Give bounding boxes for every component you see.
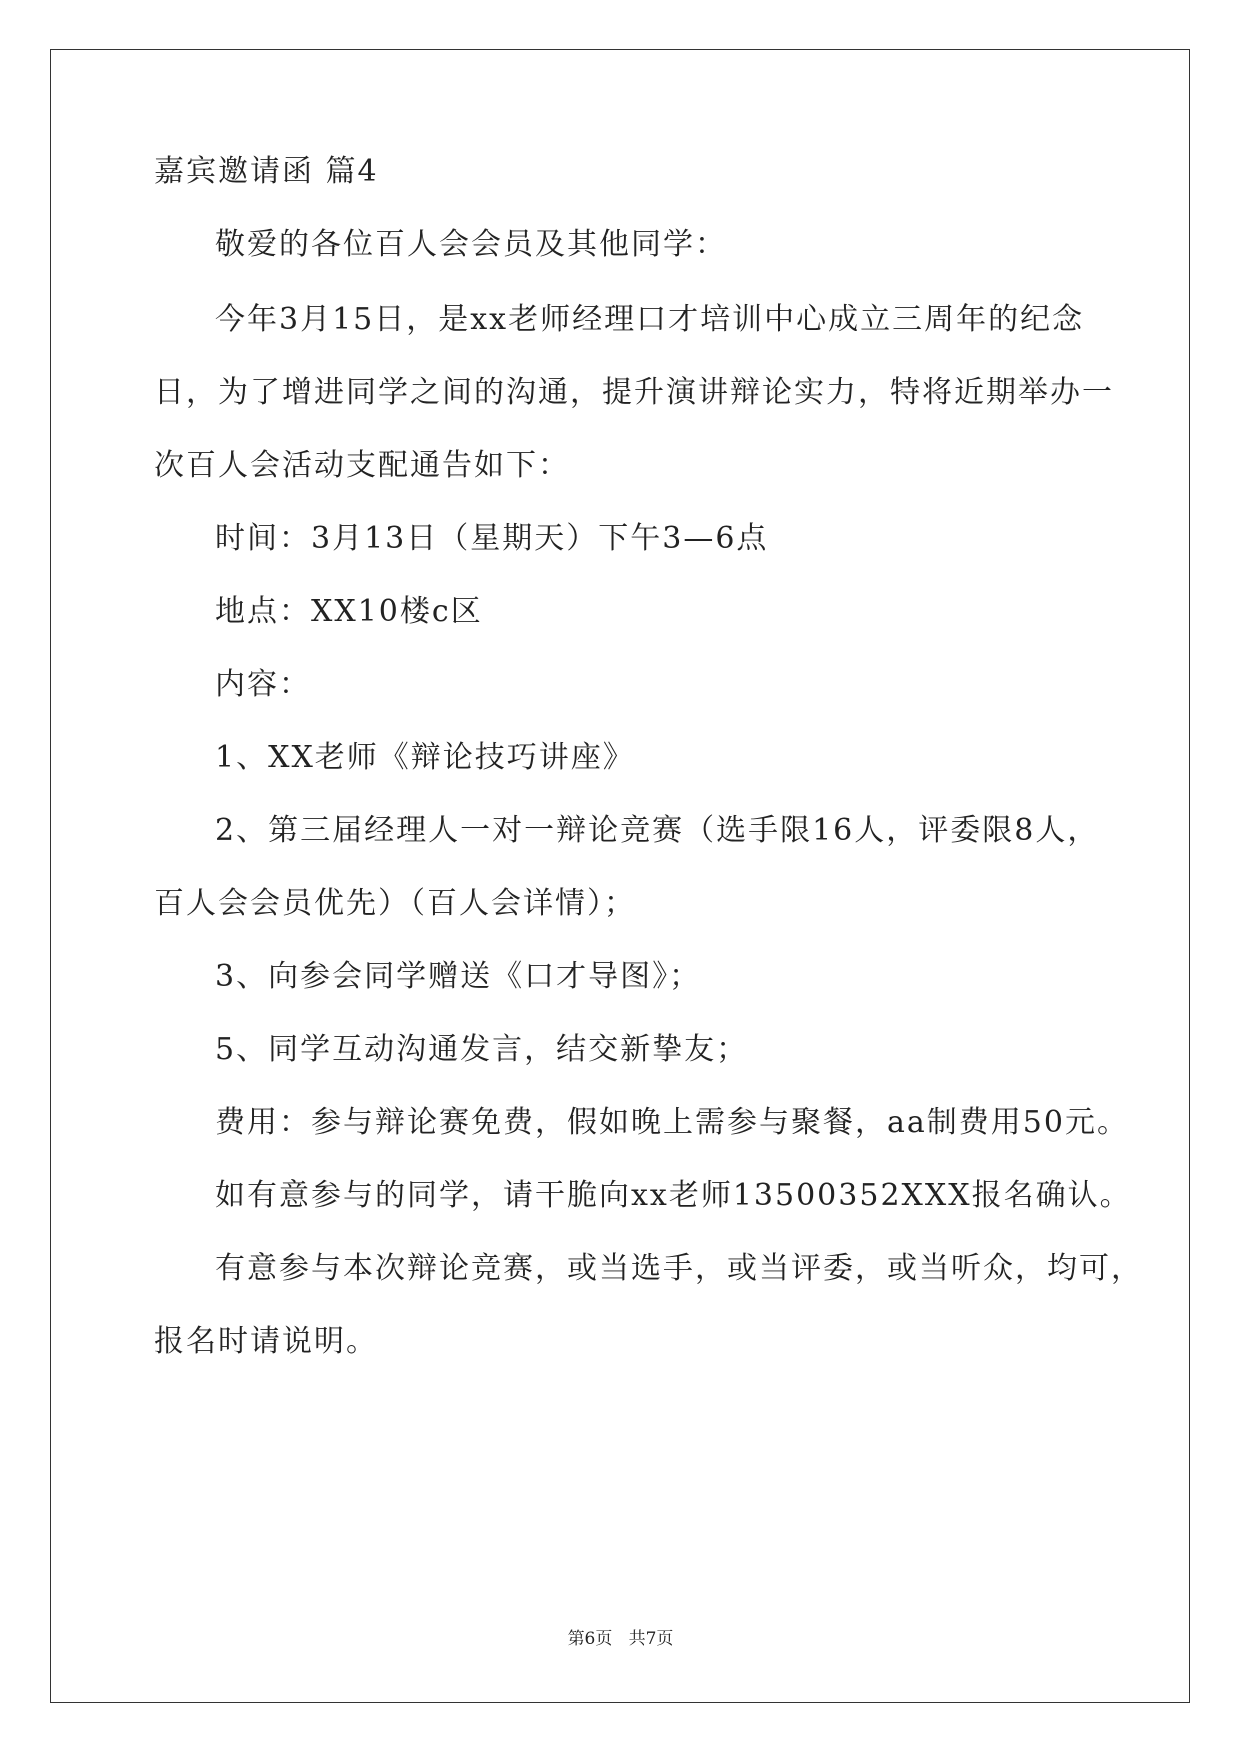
content-label: 内容： bbox=[215, 667, 311, 702]
page-number-current: 第6页 bbox=[567, 1629, 613, 1649]
registration-info: 如有意参与的同学，请干脆向xx老师13500352XXX报名确认。 bbox=[215, 1178, 1132, 1213]
paragraph-intro-line-3: 次百人会活动支配通告如下： bbox=[154, 448, 570, 483]
paragraph-intro-line-1: 今年3月15日，是xx老师经理口才培训中心成立三周年的纪念 bbox=[215, 302, 1085, 337]
fee-info: 费用：参与辩论赛免费，假如晚上需参与聚餐，aa制费用50元。 bbox=[215, 1105, 1129, 1140]
event-time: 时间：3月13日（星期天）下午3—6点 bbox=[215, 521, 769, 556]
content-item-2-line-1: 2、第三届经理人一对一辩论竞赛（选手限16人，评委限8人， bbox=[215, 813, 1100, 848]
content-item-3: 3、向参会同学赠送《口才导图》； bbox=[215, 959, 702, 994]
paragraph-intro-line-2: 日，为了增进同学之间的沟通，提升演讲辩论实力，特将近期举办一 bbox=[154, 375, 1114, 410]
event-location: 地点：XX10楼c区 bbox=[215, 594, 483, 629]
content-item-2-line-2: 百人会会员优先）（百人会详情）； bbox=[154, 886, 636, 921]
participation-note-line-1: 有意参与本次辩论竞赛，或当选手，或当评委，或当听众，均可， bbox=[215, 1251, 1143, 1286]
participation-note-line-2: 报名时请说明。 bbox=[154, 1324, 378, 1359]
page-border bbox=[50, 49, 1190, 1703]
page-footer bbox=[0, 1627, 1241, 1651]
content-item-1: 1、XX老师《辩论技巧讲座》 bbox=[215, 740, 635, 775]
page-number-total: 共7页 bbox=[628, 1629, 674, 1649]
content-item-5: 5、同学互动沟通发言，结交新挚友； bbox=[215, 1032, 749, 1067]
document-heading: 嘉宾邀请函 篇4 bbox=[154, 154, 379, 189]
salutation: 敬爱的各位百人会会员及其他同学： bbox=[215, 227, 727, 262]
